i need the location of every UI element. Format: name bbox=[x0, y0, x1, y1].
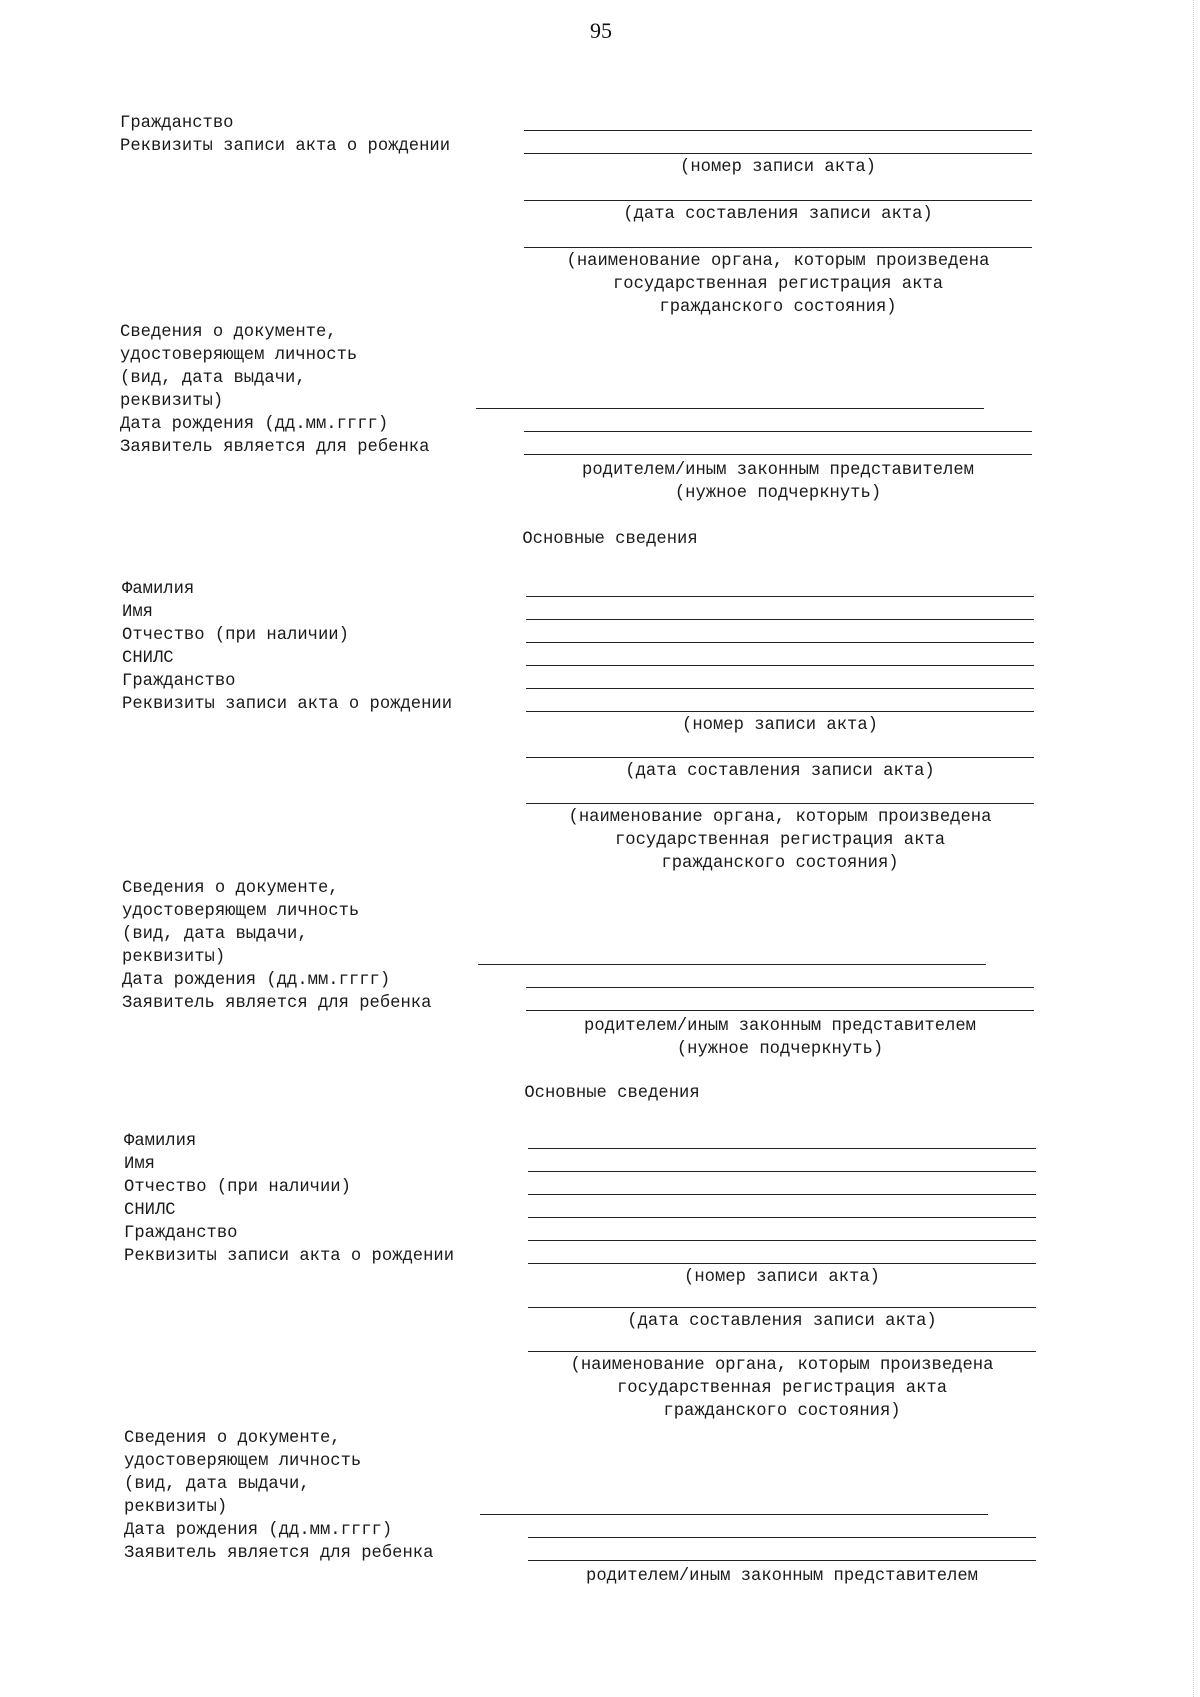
citizenship-field[interactable] bbox=[528, 1240, 1036, 1241]
record-date-field[interactable] bbox=[524, 200, 1032, 201]
doc-label-3: (вид, дата выдачи, bbox=[120, 369, 306, 388]
doc-label-1: Сведения о документе, bbox=[122, 879, 339, 898]
record-number-hint: (номер записи акта) bbox=[680, 158, 876, 177]
birth-date-field[interactable] bbox=[524, 431, 1032, 432]
doc-label-4: реквизиты) bbox=[124, 1498, 228, 1517]
record-date-hint: (дата составления записи акта) bbox=[625, 762, 935, 781]
relation-text: родителем/иным законным представителем bbox=[586, 1567, 978, 1586]
authority-hint-2: государственная регистрация акта bbox=[616, 1379, 948, 1398]
doc-label-1: Сведения о документе, bbox=[124, 1429, 341, 1448]
relation-text: родителем/иным законным представителем bbox=[584, 1017, 976, 1036]
underline-hint: (нужное подчеркнуть) bbox=[676, 1040, 884, 1059]
record-date-field[interactable] bbox=[528, 1307, 1036, 1308]
surname-label: Фамилия bbox=[122, 580, 195, 599]
patronymic-field[interactable] bbox=[528, 1194, 1036, 1195]
doc-label-4: реквизиты) bbox=[120, 392, 224, 411]
citizenship-label: Гражданство bbox=[124, 1224, 238, 1243]
name-field[interactable] bbox=[526, 619, 1034, 620]
record-date-hint: (дата составления записи акта) bbox=[627, 1312, 937, 1331]
scan-edge bbox=[1193, 0, 1194, 1697]
surname-field[interactable] bbox=[528, 1148, 1036, 1149]
doc-label-4: реквизиты) bbox=[122, 948, 226, 967]
applicant-label: Заявитель является для ребенка bbox=[120, 438, 430, 457]
name-label: Имя bbox=[122, 603, 153, 622]
authority-hint-2: государственная регистрация акта bbox=[614, 831, 946, 850]
birth-date-field[interactable] bbox=[526, 987, 1034, 988]
doc-label-2: удостоверяющем личность bbox=[124, 1452, 362, 1471]
authority-field[interactable] bbox=[524, 247, 1032, 248]
doc-label-2: удостоверяющем личность bbox=[120, 346, 358, 365]
doc-field[interactable] bbox=[478, 964, 986, 965]
relation-text: родителем/иным законным представителем bbox=[582, 461, 974, 480]
authority-hint-3: гражданского состояния) bbox=[663, 1402, 901, 1421]
birth-date-label: Дата рождения (дд.мм.гггг) bbox=[120, 415, 389, 434]
record-number-hint: (номер записи акта) bbox=[682, 716, 878, 735]
authority-hint-2: государственная регистрация акта bbox=[612, 275, 944, 294]
birth-date-label: Дата рождения (дд.мм.гггг) bbox=[122, 971, 391, 990]
record-date-hint: (дата составления записи акта) bbox=[623, 205, 933, 224]
patronymic-label: Отчество (при наличии) bbox=[124, 1178, 351, 1197]
citizenship-field[interactable] bbox=[524, 130, 1032, 131]
record-number-field[interactable] bbox=[526, 711, 1034, 712]
section-heading: Основные сведения bbox=[524, 1084, 700, 1103]
birth-date-label: Дата рождения (дд.мм.гггг) bbox=[124, 1521, 393, 1540]
applicant-field[interactable] bbox=[524, 454, 1032, 455]
page-number: 95 bbox=[590, 18, 612, 43]
applicant-field[interactable] bbox=[526, 1010, 1034, 1011]
doc-label-2: удостоверяющем личность bbox=[122, 902, 360, 921]
birth-record-label: Реквизиты записи акта о рождении bbox=[120, 137, 451, 156]
snils-field[interactable] bbox=[528, 1217, 1036, 1218]
underline-hint: (нужное подчеркнуть) bbox=[674, 484, 882, 503]
authority-hint-3: гражданского состояния) bbox=[661, 854, 899, 873]
name-label: Имя bbox=[124, 1155, 155, 1174]
patronymic-field[interactable] bbox=[526, 642, 1034, 643]
doc-label-1: Сведения о документе, bbox=[120, 323, 337, 342]
applicant-label: Заявитель является для ребенка bbox=[124, 1544, 434, 1563]
section-heading: Основные сведения bbox=[522, 530, 698, 549]
patronymic-label: Отчество (при наличии) bbox=[122, 626, 349, 645]
applicant-field[interactable] bbox=[528, 1560, 1036, 1561]
citizenship-label: Гражданство bbox=[122, 672, 236, 691]
record-number-hint: (номер записи акта) bbox=[684, 1268, 880, 1287]
birth-date-field[interactable] bbox=[528, 1537, 1036, 1538]
name-field[interactable] bbox=[528, 1171, 1036, 1172]
record-number-field[interactable] bbox=[528, 1263, 1036, 1264]
authority-field[interactable] bbox=[526, 803, 1034, 804]
snils-field[interactable] bbox=[526, 665, 1034, 666]
snils-label: СНИЛС bbox=[124, 1201, 176, 1220]
authority-hint-1: (наименование органа, которым произведена bbox=[568, 808, 992, 827]
doc-field[interactable] bbox=[476, 408, 984, 409]
authority-field[interactable] bbox=[528, 1351, 1036, 1352]
birth-record-label: Реквизиты записи акта о рождении bbox=[122, 695, 453, 714]
birth-record-label: Реквизиты записи акта о рождении bbox=[124, 1247, 455, 1266]
doc-field[interactable] bbox=[480, 1514, 988, 1515]
snils-label: СНИЛС bbox=[122, 649, 174, 668]
authority-hint-3: гражданского состояния) bbox=[659, 298, 897, 317]
surname-label: Фамилия bbox=[124, 1132, 197, 1151]
citizenship-label: Гражданство bbox=[120, 114, 234, 133]
doc-label-3: (вид, дата выдачи, bbox=[122, 925, 308, 944]
surname-field[interactable] bbox=[526, 596, 1034, 597]
applicant-label: Заявитель является для ребенка bbox=[122, 994, 432, 1013]
authority-hint-1: (наименование органа, которым произведена bbox=[566, 252, 990, 271]
record-number-field[interactable] bbox=[524, 153, 1032, 154]
authority-hint-1: (наименование органа, которым произведена bbox=[570, 1356, 994, 1375]
doc-label-3: (вид, дата выдачи, bbox=[124, 1475, 310, 1494]
citizenship-field[interactable] bbox=[526, 688, 1034, 689]
record-date-field[interactable] bbox=[526, 757, 1034, 758]
